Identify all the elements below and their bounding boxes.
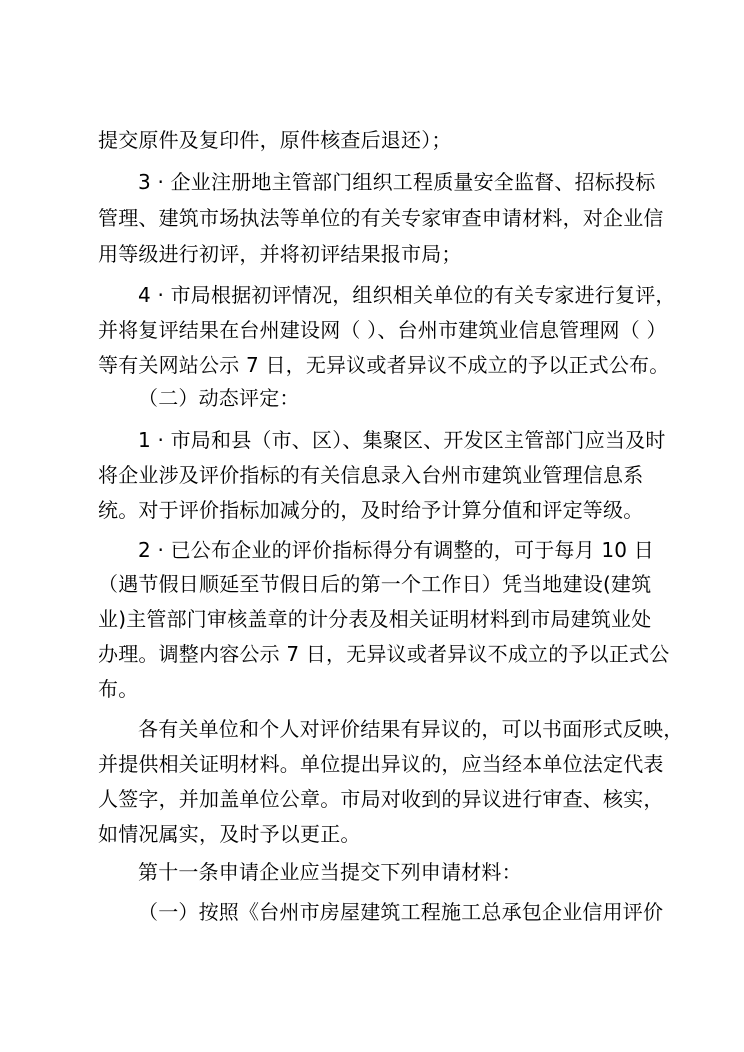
text-line-12: 2 · 已公布企业的评价指标得分有调整的，可于每月 10 日 [138, 538, 654, 562]
text-line-19: 人签字，并加盖单位公章。市局对收到的异议进行审查、核实， [98, 787, 664, 811]
text-line-16: 布。 [98, 677, 139, 701]
text-line-20: 如情况属实，及时予以更正。 [98, 822, 361, 846]
text-line-5: 4 · 市局根据初评情况，组织相关单位的有关专家进行复评， [138, 283, 676, 307]
text-line-8: （二）动态评定： [138, 386, 300, 410]
text-line-2: 3 · 企业注册地主管部门组织工程质量安全监督、招标投标 [138, 170, 656, 194]
text-line-1: 提交原件及复印件，原件核查后退还）； [98, 128, 452, 152]
text-line-17: 各有关单位和个人对评价结果有异议的，可以书面形式反映， [138, 717, 684, 741]
text-line-7: 等有关网站公示 7 日，无异议或者异议不成立的予以正式公布。 [98, 353, 670, 377]
text-line-21: 第十一条申请企业应当提交下列申请材料： [138, 860, 522, 884]
text-line-3: 管理、建筑市场执法等单位的有关专家审查申请材料，对企业信 [98, 206, 664, 230]
text-line-11: 统。对于评价指标加减分的，及时给予计算分值和评定等级。 [98, 498, 644, 522]
text-line-4: 用等级进行初评，并将初评结果报市局； [98, 242, 462, 266]
text-line-13: （遇节假日顺延至节假日后的第一个工作日）凭当地建设(建筑 [98, 572, 652, 596]
text-line-9: 1 · 市局和县（市、区）、集聚区、开发区主管部门应当及时 [138, 428, 666, 452]
text-line-6: 并将复评结果在台州建设网（ ）、台州市建筑业信息管理网（ ） [98, 318, 667, 342]
text-line-22: （一）按照《台州市房屋建筑工程施工总承包企业信用评价 [138, 900, 664, 924]
text-line-10: 将企业涉及评价指标的有关信息录入台州市建筑业管理信息系 [98, 463, 644, 487]
text-line-18: 并提供相关证明材料。单位提出异议的，应当经本单位法定代表 [98, 752, 664, 776]
text-line-14: 业)主管部门审核盖章的计分表及相关证明材料到市局建筑业处 [98, 607, 652, 631]
text-line-15: 办理。调整内容公示 7 日，无异议或者异议不成立的予以正式公 [98, 642, 670, 666]
